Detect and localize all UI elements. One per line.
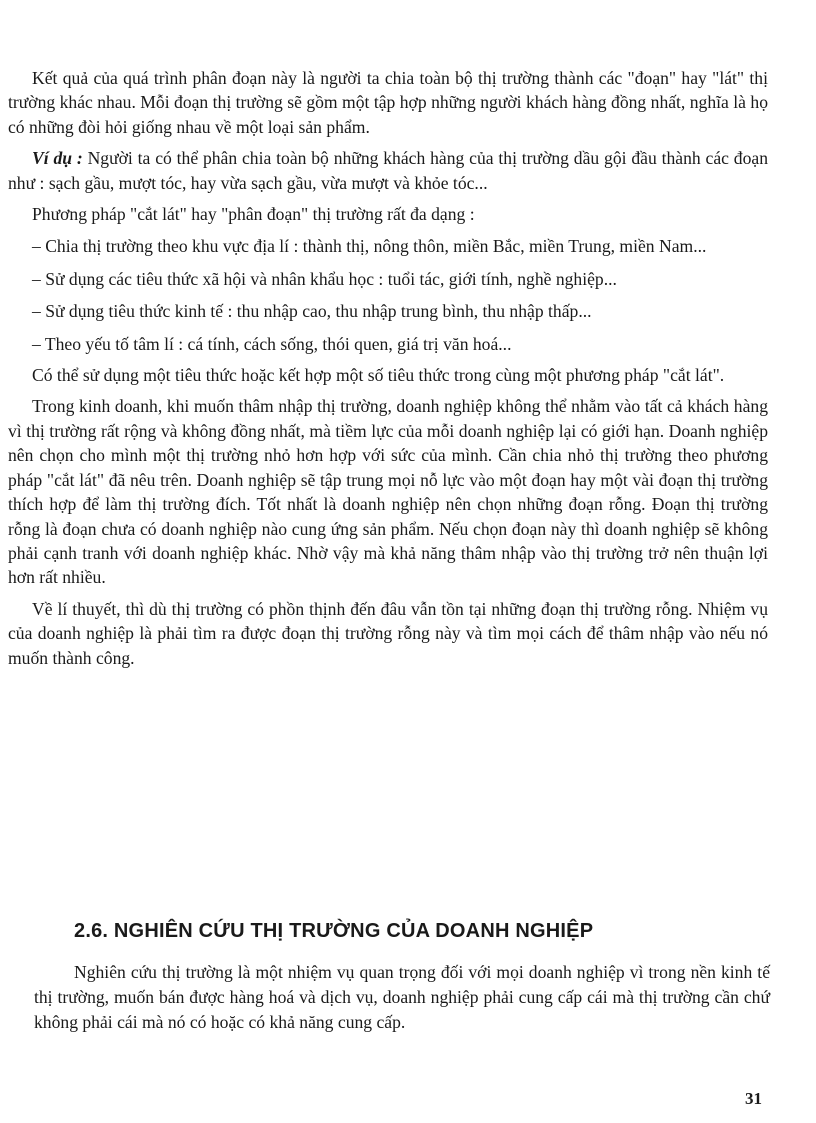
list-item-geography: – Chia thị trường theo khu vực địa lí : thành thị, nông thôn, miền Bắc, miền Trung, miền Nam... — [32, 236, 707, 257]
list-item-psychology: – Theo yếu tố tâm lí : cá tính, cách sống, thói quen, giá trị văn hoá... — [32, 333, 512, 354]
paragraph-methods: Phương pháp "cắt lát" hay "phân đoạn" thị trường rất đa dạng : — [32, 204, 475, 225]
section-body — [34, 960, 770, 1035]
paragraph-research: Nghiên cứu thị trường là một nhiệm vụ quan trọng đối với mọi doanh nghiệp vì trong nền kinh tế thị trường, muốn bán được hàng hoá và dịch vụ, doanh nghiệp phải cung cấp cái mà thị trường cần chứ không phải cái mà nó có hoặc có khả năng cung cấp. — [34, 962, 770, 1032]
paragraph-theory: Về lí thuyết, thì dù thị trường có phồn thịnh đến đâu vẫn tồn tại những đoạn thị trường rỗng. Nhiệm vụ của doanh nghiệp là phải tìm ra được đoạn thị trường rỗng này và tìm mọi cách để thâm nhập vào nếu nó muốn thành công. — [8, 598, 768, 668]
example-label: Ví dụ : — [32, 148, 83, 169]
list-item-economic: – Sử dụng tiêu thức kinh tế : thu nhập cao, thu nhập trung bình, thu nhập thấp... — [32, 301, 592, 322]
page-number: 31 — [745, 1089, 762, 1108]
paragraph-example — [8, 146, 768, 195]
section-heading: 2.6. NGHIÊN CỨU THỊ TRƯỜNG CỦA DOANH NGHIỆP — [74, 920, 594, 942]
paragraph-combine: Có thể sử dụng một tiêu thức hoặc kết hợp một số tiêu thức trong cùng một phương pháp "cắt lát". — [32, 365, 725, 386]
list-item-social: – Sử dụng các tiêu thức xã hội và nhân khẩu học : tuổi tác, giới tính, nghề nghiệp... — [32, 268, 617, 289]
paragraph-result: Kết quả của quá trình phân đoạn này là người ta chia toàn bộ thị trường thành các "đoạn" hay "lát" thị trường khác nhau. Mỗi đoạn thị trường sẽ gồm một tập hợp những người khách hàng đồng nhất, nghĩa là họ có những đòi hỏi giống nhau về một loại sản phẩm. — [8, 68, 768, 137]
example-text: Người ta có thể phân chia toàn bộ những khách hàng của thị trường dầu gội đầu thành các đoạn như : sạch gầu, mượt tóc, hay vừa sạch gầu, vừa mượt và khỏe tóc... — [8, 148, 768, 193]
paragraph-business: Trong kinh doanh, khi muốn thâm nhập thị trường, doanh nghiệp không thể nhằm vào tất cả khách hàng vì thị trường rất rộng và không đồng nhất, mà tiềm lực của mỗi doanh nghiệp lại có giới hạn. Doanh nghiệp nên chọn cho mình một thị trường nhỏ hơn hợp với sức của mình. Cần chia nhỏ thị trường theo phương pháp "cắt lát" đã nêu trên. Doanh nghiệp sẽ tập trung mọi nỗ lực vào một đoạn hay một vài đoạn thị trường thích hợp để làm thị trường đích. Tốt nhất là doanh nghiệp nên chọn những đoạn rỗng. Đoạn thị trường rỗng là đoạn chưa có doanh nghiệp nào cung ứng sản phẩm. Nếu chọn đoạn này thì doanh nghiệp sẽ không phải cạnh tranh với doanh nghiệp khác. Nhờ vậy mà khả năng thâm nhập vào thị trường trở nên thuận lợi hơn rất nhiều. — [8, 396, 768, 588]
body-text — [8, 66, 768, 677]
